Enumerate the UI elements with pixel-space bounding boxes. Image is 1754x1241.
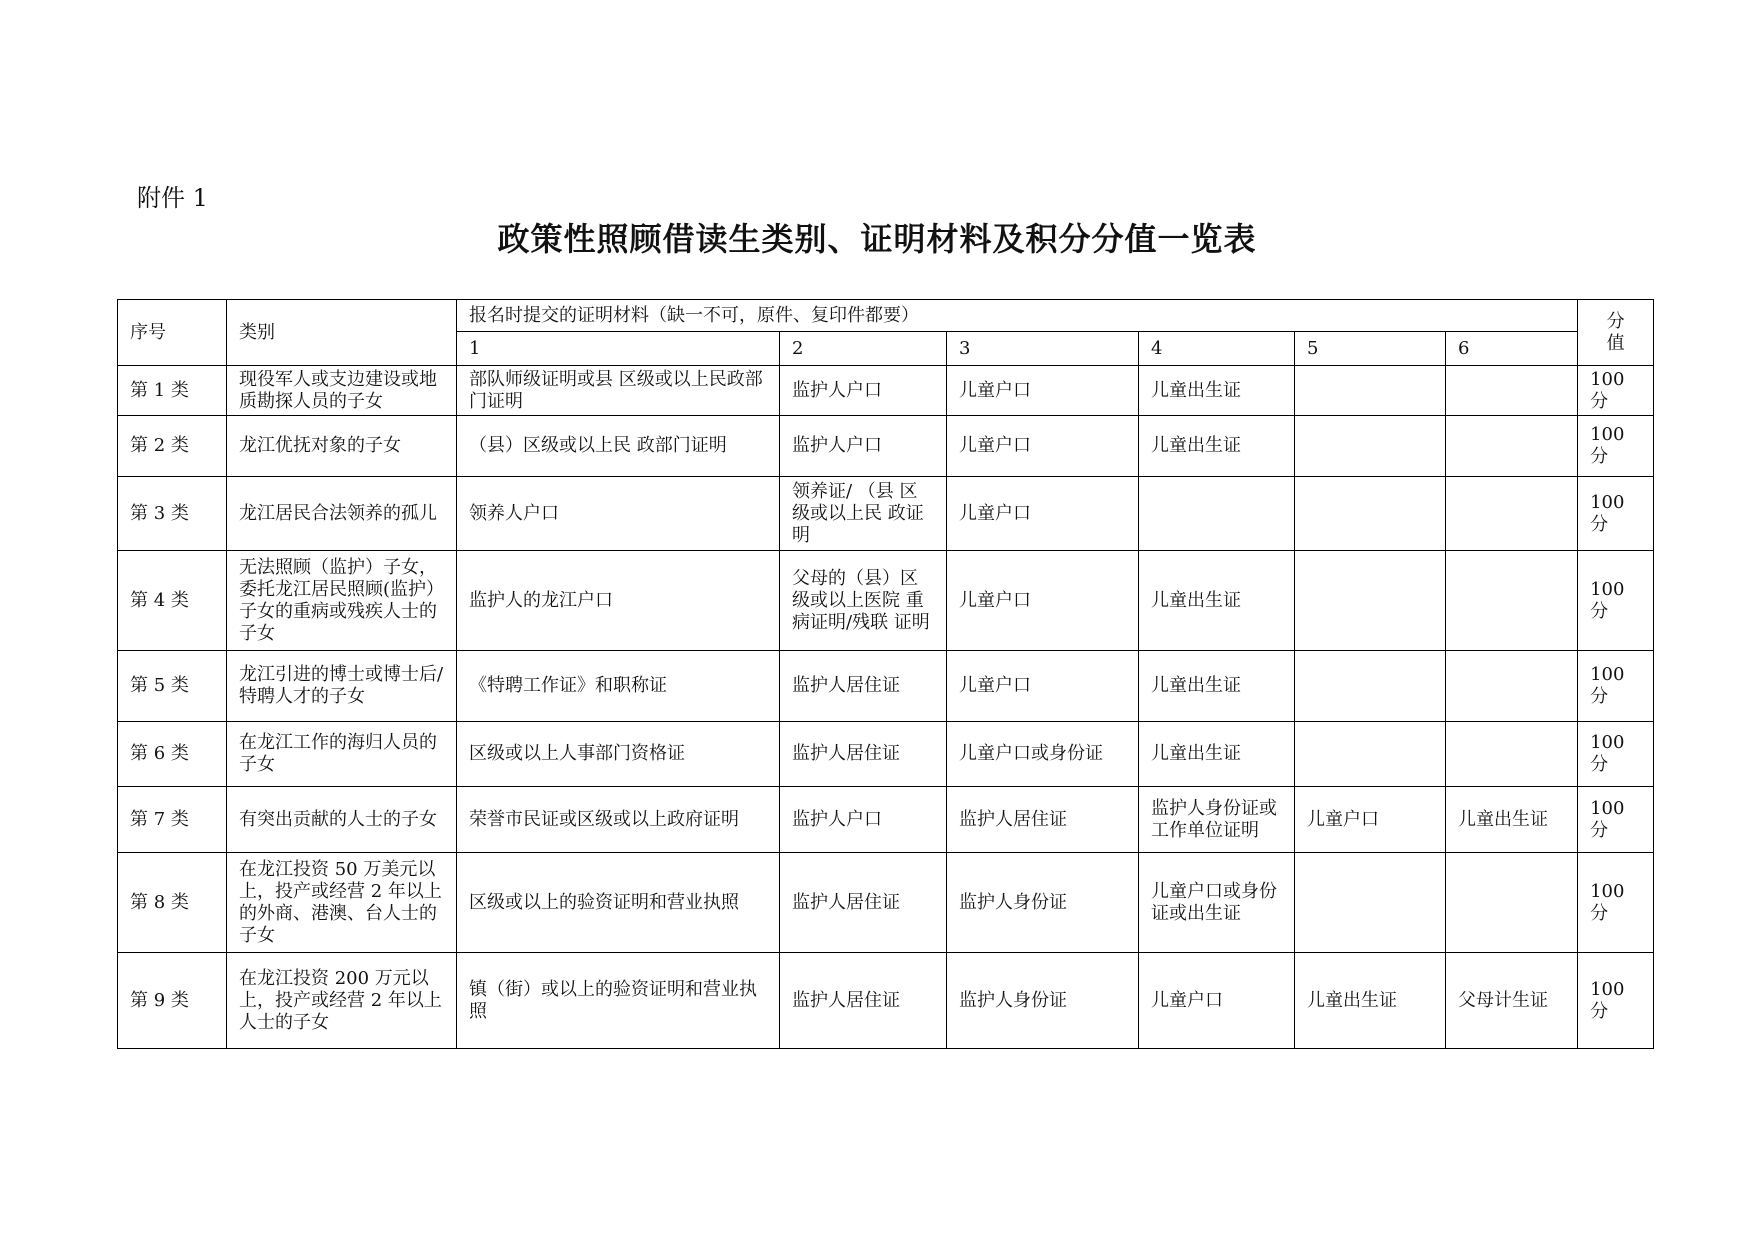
score-value: 100 <box>1590 368 1625 390</box>
score-value: 100 <box>1590 880 1625 902</box>
material-5-cell <box>1295 366 1446 416</box>
score-unit: 分 <box>1590 390 1609 412</box>
seq-cell: 第 5 类 <box>118 651 227 722</box>
category-cell: 龙江优抚对象的子女 <box>227 416 457 477</box>
material-4-cell: 监护人身份证或工作单位证明 <box>1139 787 1295 853</box>
seq-cell: 第 7 类 <box>118 787 227 853</box>
material-2-cell: 监护人户口 <box>780 416 947 477</box>
header-category: 类别 <box>227 300 457 366</box>
material-5-cell <box>1295 853 1446 953</box>
seq-cell: 第 9 类 <box>118 953 227 1049</box>
header-score-line1: 分 <box>1606 310 1625 332</box>
header-score <box>1578 300 1654 366</box>
material-5-cell <box>1295 651 1446 722</box>
score-cell <box>1578 551 1654 651</box>
score-value: 100 <box>1590 424 1625 445</box>
score-unit: 分 <box>1590 513 1609 535</box>
table-row <box>118 722 1654 787</box>
material-4-cell: 儿童户口 <box>1139 953 1295 1049</box>
table-row <box>118 477 1654 551</box>
material-5-cell <box>1295 551 1446 651</box>
header-col-3: 3 <box>947 332 1139 366</box>
header-col-2: 2 <box>780 332 947 366</box>
material-3-cell: 监护人居住证 <box>947 787 1139 853</box>
score-value: 100 <box>1590 578 1625 600</box>
material-6-cell <box>1446 366 1578 416</box>
material-1-cell: （县）区级或以上民 政部门证明 <box>457 416 780 477</box>
material-3-cell: 儿童户口 <box>947 477 1139 551</box>
table-row <box>118 416 1654 477</box>
header-row <box>118 300 1654 332</box>
header-seq: 序号 <box>118 300 227 366</box>
table-row <box>118 787 1654 853</box>
material-4-cell: 儿童出生证 <box>1139 366 1295 416</box>
material-5-cell: 儿童出生证 <box>1295 953 1446 1049</box>
table-row <box>118 853 1654 953</box>
material-5-cell: 儿童户口 <box>1295 787 1446 853</box>
seq-cell: 第 3 类 <box>118 477 227 551</box>
category-cell: 有突出贡献的人士的子女 <box>227 787 457 853</box>
material-1-cell: 区级或以上人事部门资格证 <box>457 722 780 787</box>
attachment-label: 附件 1 <box>137 184 208 212</box>
table-row <box>118 651 1654 722</box>
material-5-cell <box>1295 722 1446 787</box>
material-5-cell <box>1295 416 1446 477</box>
score-cell <box>1578 651 1654 722</box>
table-row <box>118 366 1654 416</box>
material-6-cell <box>1446 477 1578 551</box>
material-2-cell: 监护人户口 <box>780 787 947 853</box>
material-3-cell: 儿童户口 <box>947 551 1139 651</box>
material-2-cell: 监护人户口 <box>780 366 947 416</box>
policy-table <box>117 299 1654 1049</box>
header-col-4: 4 <box>1139 332 1295 366</box>
category-cell: 在龙江投资 50 万美元以上，投产或经营 2 年以上的外商、港澳、台人士的子女 <box>227 853 457 953</box>
material-3-cell: 儿童户口 <box>947 366 1139 416</box>
header-materials: 报名时提交的证明材料（缺一不可，原件、复印件都要） <box>457 300 1578 332</box>
header-score-line2: 值 <box>1606 332 1625 354</box>
material-3-cell: 儿童户口或身份证 <box>947 722 1139 787</box>
score-value: 100 <box>1590 978 1625 1000</box>
material-2-cell: 监护人居住证 <box>780 853 947 953</box>
material-1-cell: 镇（街）或以上的验资证明和营业执照 <box>457 953 780 1049</box>
material-1-cell: 领养人户口 <box>457 477 780 551</box>
material-6-cell <box>1446 722 1578 787</box>
seq-cell: 第 1 类 <box>118 366 227 416</box>
material-2-cell: 监护人居住证 <box>780 953 947 1049</box>
material-3-cell: 监护人身份证 <box>947 853 1139 953</box>
score-unit: 分 <box>1590 754 1609 775</box>
material-5-cell <box>1295 477 1446 551</box>
material-6-cell: 父母计生证 <box>1446 953 1578 1049</box>
score-cell <box>1578 416 1654 477</box>
header-col-6: 6 <box>1446 332 1578 366</box>
document-title: 政策性照顾借读生类别、证明材料及积分分值一览表 <box>497 220 1257 258</box>
material-1-cell: 区级或以上的验资证明和营业执照 <box>457 853 780 953</box>
score-unit: 分 <box>1590 686 1609 707</box>
category-cell: 现役军人或支边建设或地质勘探人员的子女 <box>227 366 457 416</box>
score-unit: 分 <box>1590 819 1609 841</box>
category-cell: 在龙江投资 200 万元以上，投产或经营 2 年以上人士的子女 <box>227 953 457 1049</box>
material-4-cell: 儿童出生证 <box>1139 551 1295 651</box>
score-cell <box>1578 366 1654 416</box>
material-4-cell: 儿童户口或身份证或出生证 <box>1139 853 1295 953</box>
material-4-cell: 儿童出生证 <box>1139 651 1295 722</box>
material-1-cell: 监护人的龙江户口 <box>457 551 780 651</box>
material-4-cell <box>1139 477 1295 551</box>
material-6-cell <box>1446 651 1578 722</box>
category-cell: 无法照顾（监护）子女，委托龙江居民照顾(监护）子女的重病或残疾人士的子女 <box>227 551 457 651</box>
header-col-5: 5 <box>1295 332 1446 366</box>
table-row <box>118 551 1654 651</box>
material-3-cell: 儿童户口 <box>947 416 1139 477</box>
score-cell <box>1578 953 1654 1049</box>
seq-cell: 第 2 类 <box>118 416 227 477</box>
table-row <box>118 953 1654 1049</box>
seq-cell: 第 4 类 <box>118 551 227 651</box>
score-cell <box>1578 722 1654 787</box>
score-unit: 分 <box>1590 446 1609 467</box>
score-unit: 分 <box>1590 902 1609 924</box>
material-1-cell: 部队师级证明或县 区级或以上民政部 门证明 <box>457 366 780 416</box>
material-2-cell: 监护人居住证 <box>780 722 947 787</box>
score-value: 100 <box>1590 732 1625 753</box>
material-2-cell: 监护人居住证 <box>780 651 947 722</box>
score-value: 100 <box>1590 491 1625 513</box>
material-6-cell: 儿童出生证 <box>1446 787 1578 853</box>
material-3-cell: 儿童户口 <box>947 651 1139 722</box>
score-unit: 分 <box>1590 600 1609 622</box>
material-2-cell: 领养证/ （县 区级或以上民 政证明 <box>780 477 947 551</box>
header-col-1: 1 <box>457 332 780 366</box>
material-6-cell <box>1446 416 1578 477</box>
score-value: 100 <box>1590 664 1625 685</box>
score-cell <box>1578 853 1654 953</box>
category-cell: 龙江引进的博士或博士后/特聘人才的子女 <box>227 651 457 722</box>
seq-cell: 第 6 类 <box>118 722 227 787</box>
category-cell: 龙江居民合法领养的孤儿 <box>227 477 457 551</box>
score-unit: 分 <box>1590 1000 1609 1022</box>
category-cell: 在龙江工作的海归人员的子女 <box>227 722 457 787</box>
material-6-cell <box>1446 551 1578 651</box>
material-6-cell <box>1446 853 1578 953</box>
score-cell <box>1578 477 1654 551</box>
material-2-cell: 父母的（县）区级或以上医院 重病证明/残联 证明 <box>780 551 947 651</box>
material-3-cell: 监护人身份证 <box>947 953 1139 1049</box>
material-1-cell: 《特聘工作证》和职称证 <box>457 651 780 722</box>
material-1-cell: 荣誉市民证或区级或以上政府证明 <box>457 787 780 853</box>
score-cell <box>1578 787 1654 853</box>
material-4-cell: 儿童出生证 <box>1139 722 1295 787</box>
seq-cell: 第 8 类 <box>118 853 227 953</box>
score-value: 100 <box>1590 797 1625 819</box>
material-4-cell: 儿童出生证 <box>1139 416 1295 477</box>
